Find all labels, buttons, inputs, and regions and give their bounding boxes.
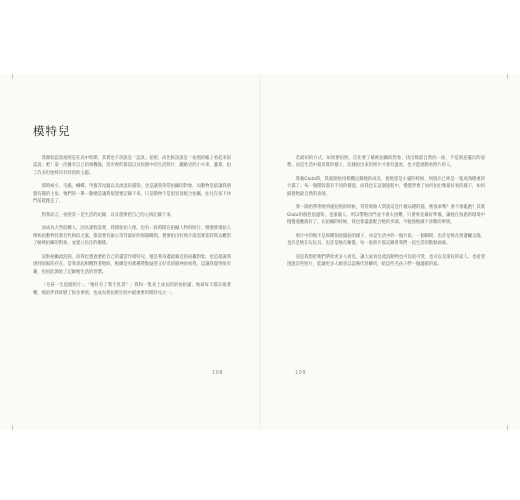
crop-mark (507, 74, 508, 79)
left-page-body (33, 155, 231, 303)
crop-mark (12, 425, 13, 430)
paragraph: 我養Gluta時，我就開始用相機記錄牠的成長，從牠還是小貓的時候，到現在已經是一隻成熟穩重的大貓了。每一個階段都有不同的樣貌，而我也在這個過程中，慢慢學會了如何拍出牠最好看的樣子，如何捕捉牠最自然的表情。 (287, 177, 485, 197)
paragraph: 而是我想把牠們帶給更多人看見，讓大家看見流浪動物也可以很可愛，也可以是很好的家人。也希望透過這些照片，能讓更多人願意以認養代替購買，給這些毛孩子們一個溫暖的家。 (287, 254, 485, 268)
paragraph: 那時候小、毛蟲、蝴蝶、甲蟲等昆蟲以及流浪的貓狗，也是讓我常常拍攝的對象，而動物是最讓我感覺有趣的主角，牠們的一舉一動總是讓我很想要記錄下來。只是動物不是很容易配合拍攝，往往在按下快門前就跑走了。 (33, 184, 231, 205)
gutter (259, 74, 261, 430)
paragraph: 我開始認真拍照是在高中時期，其實也不該說是「認真」拍照，而比較該說是「拍照的帳子看起來很認真」吧！第一次擁有自己的相機後，逛市裡的街道以及校園中的生活照片、鐵路旁的小火車、蘆葦，拍了許多但始終沒有特別的主題。 (33, 156, 231, 176)
paragraph: 對我而言，拍照其一是生活的紀錄，以及想要把自己的心情記錄下來。 (41, 212, 175, 218)
paragraph: 而對拍攝流浪狗，而我也想過要把自己的貓當作模特兒，牠是我身邊最親近的拍攝對象，也是最讓我感到放鬆的存在。當我拿起相機對著牠時，牠總是用那種帶點疑惑又好奇的眼神回看我，這讓我覺得很有趣，也因此開始了記錄牠生活的習慣。 (33, 254, 231, 275)
book-spread (0, 74, 520, 430)
chapter-title: 模特兒 (33, 124, 71, 138)
crop-mark (12, 74, 13, 79)
right-page (287, 74, 485, 430)
paragraph: 我一開始帶著牠到處拍照的時候，常常被路人問說這是什麼品種的貓，牠很乖嗎？會不會亂跑？其實Gluta的個性很溫和，也很親人，所以帶牠出門並不會太困難，只要事先做好準備，讓牠在熟悉的環境中慢慢適應就好了。在拍攝的時候，我也會盡量配合牠的步調，不勉強牠做不喜歡的事情。 (287, 205, 485, 226)
paragraph: 若最初的方式，如果要拍照，首先要了解被拍攝的對象，找出牠最自然的一面，不是刻意擺出的姿勢，而是生活中最真實的樣子，這樣拍出來的照片才會有溫度，也才能感動看照片的人。 (287, 156, 485, 169)
left-page (33, 74, 231, 430)
crop-mark (507, 425, 508, 430)
paragraph: 照片中的牠不是那種刻意擺拍的樣子，而是生活中的一個片段，一個瞬間，也許是牠在窗邊曬太陽，也許是牠在玩玩具，也許是牠在睡覺，每一張照片都記錄著我們一起生活的點點滴滴。 (287, 233, 485, 247)
page-number: 108 (211, 370, 223, 376)
paragraph: 而成為大學前轉人，因為課程需要，我開始拍人像，也有一段時間在拍攝人物的照片，慢慢發現拍人像和拍動物其實有些相似之處，都需要有耐心等待最好的那個瞬間，想要拍出好照片就需要花時間去觀察了解被拍攝的對象，並建立信任的關係。 (33, 226, 231, 247)
paragraph: 「毛孩一生追憶照片」，「牠好有了我不負責？」我和一隻來上成長的的拍拍貓，地球每天都在繞著轉，牠陪伴我經歷了很多事情，也成為我拍照生涯中最重要的模特兒之一。 (33, 283, 231, 296)
page-number: 109 (295, 370, 307, 376)
right-page-body (287, 155, 485, 275)
